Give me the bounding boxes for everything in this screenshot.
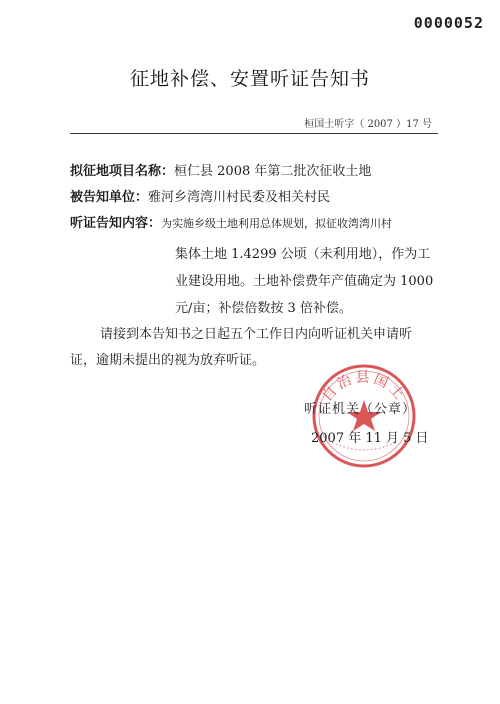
content-label: 听证告知内容：	[70, 216, 162, 231]
document-number: 桓国土听字（ 2007 ）17 号	[304, 119, 432, 130]
seal-text: 自治县国土	[319, 370, 409, 405]
document-title: 征地补偿、安置听证告知书	[129, 68, 370, 90]
notice-line-2: 证，逾期未提出的视为放弃听证。	[70, 353, 266, 368]
content-line-2: 集体土地 1.4299 公顷（未利用地），作为工	[175, 247, 431, 262]
notified-field	[70, 188, 330, 208]
project-field	[70, 162, 371, 182]
project-value: 桓仁县 2008 年第二批次征收土地	[174, 164, 372, 179]
content-line-1: 为实施乡级土地利用总体规划，拟征收湾湾川村	[161, 217, 393, 230]
project-label: 拟征地项目名称：	[70, 164, 175, 179]
header-divider	[70, 133, 438, 134]
notice-line-1: 请接到本告知书之日起五个工作日内向听证机关申请听	[100, 327, 413, 342]
serial-number: 0000052	[413, 14, 484, 32]
hearing-authority: 听证机关（公章）	[304, 402, 417, 417]
issue-date: 2007 年 11 月 5 日	[311, 431, 429, 446]
content-line-3: 业建设用地。土地补偿费年产值确定为 1000	[175, 274, 434, 289]
content-field	[70, 214, 392, 234]
notified-label: 被告知单位：	[70, 190, 149, 205]
notified-value: 雅河乡湾湾川村民委及相关村民	[148, 190, 331, 205]
content-line-4: 元/亩；补偿倍数按 3 倍补偿。	[175, 301, 352, 316]
